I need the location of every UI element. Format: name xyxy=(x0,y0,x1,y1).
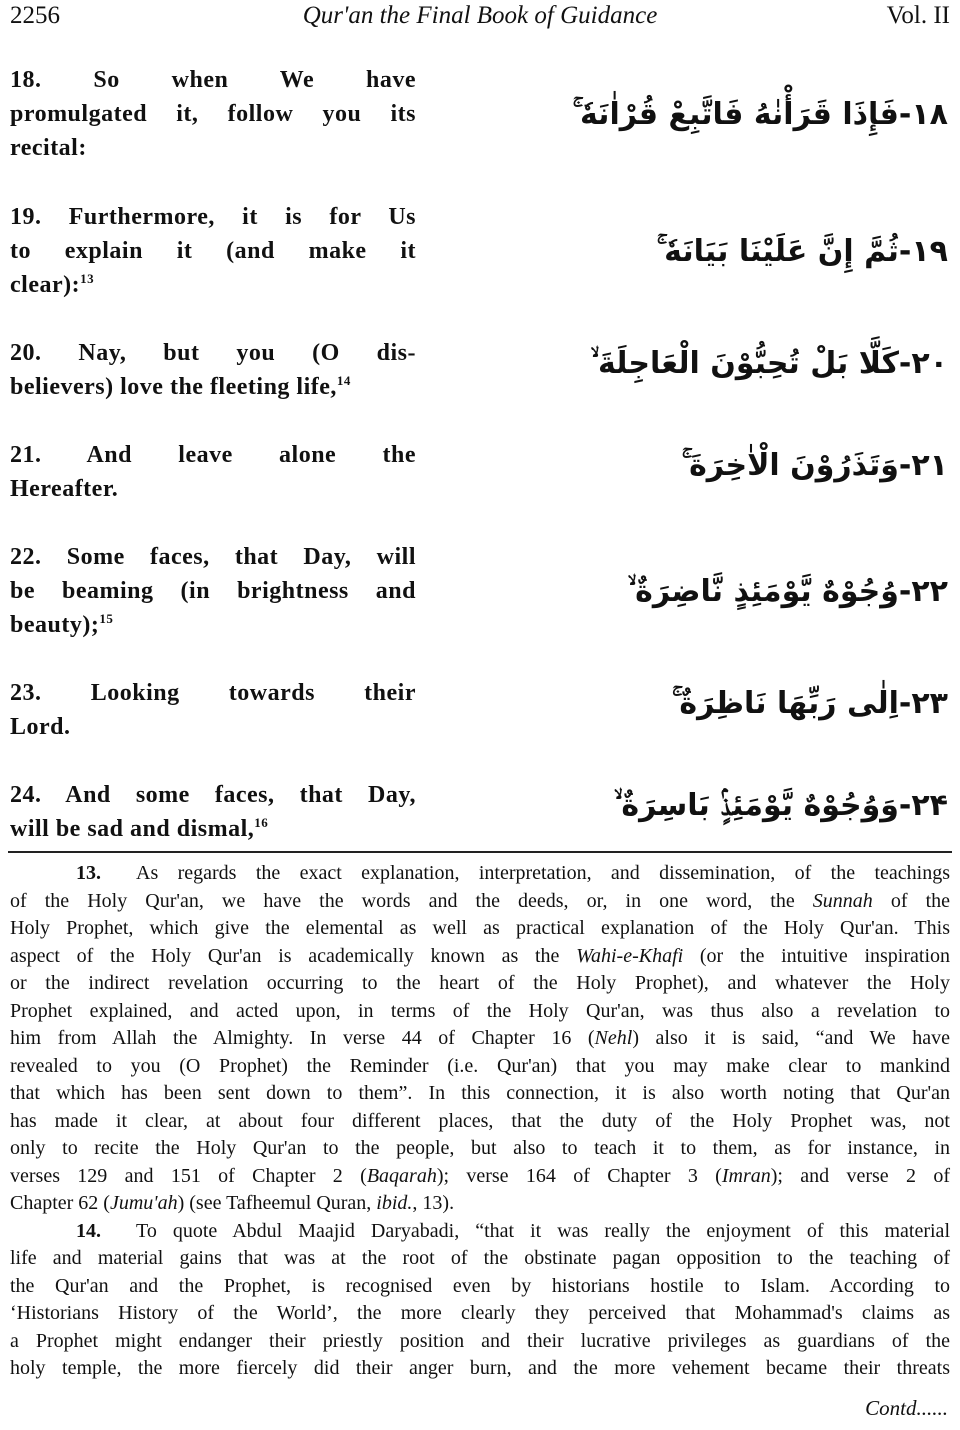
verse-translation xyxy=(10,438,416,506)
footnote-ref: 16 xyxy=(254,815,269,830)
footnote-line: verses 129 and 151 of Chapter 2 (Baqarah); verse 164 of Chapter 3 (Imran); and verse 2 of xyxy=(10,1164,951,1187)
footnote-line: holy temple, the more fiercely did their anger burn, and the more vehement became their threats xyxy=(10,1357,950,1379)
footnote-number: 14. xyxy=(76,1219,101,1242)
verse-translation xyxy=(10,540,416,642)
arabic-verse: ۲۳-اِلٰى رَبِّهَا نَاظِرَةٌ ۚ xyxy=(671,686,948,721)
footnote-line: the Qur'an and the Prophet, is recognised even by historians hostile to Islam. According to xyxy=(10,1274,950,1297)
verse-line: 18. So when We have xyxy=(10,67,416,93)
verse-translation xyxy=(10,63,416,165)
verse-line: 20. Nay, but you (O dis- xyxy=(10,340,416,366)
footnote-line: Prophet explained, and acted upon, in terms of the Holy Qur'an, was thus also a revelation to xyxy=(10,999,950,1022)
verse-line: 22. Some faces, that Day, will xyxy=(10,544,416,570)
footnotes-section xyxy=(10,860,950,1383)
verse-line: clear):$^{13}$ xyxy=(10,271,95,298)
footnote-line: Holy Prophet, which give the elemental as well as practical explanation of the Holy Qur'an. This xyxy=(10,917,950,939)
footnote-line: that which has been sent down to them”. In this connection, it is also worth noting that Qur'an xyxy=(10,1082,950,1104)
footnote-line: or the indirect revelation occurring to the heart of the Holy Prophet), and whatever the Holy xyxy=(10,972,950,994)
footnote-ref: 13 xyxy=(80,271,95,286)
footnote-line: only to recite the Holy Qur'an to the people, but also to teach it to them, as for instance, in xyxy=(10,1137,950,1159)
verse-line: 24. And some faces, that Day, xyxy=(10,782,416,808)
arabic-verse: ۲۱-وَتَذَرُوْنَ الْاٰخِرَةَ ۚ xyxy=(681,448,948,483)
footnote-number: 13. xyxy=(76,862,101,884)
arabic-verse: ۱۹-ثُمَّ إِنَّ عَلَيْنَا بَيَانَهٗ ۚ xyxy=(656,234,948,269)
footnote-line: aspect of the Holy Qur'an is academically known as the Wahi-e-Khafi (or the intuitive inspiration xyxy=(10,944,951,967)
verse-translation xyxy=(10,200,416,302)
verse-line: believers) love the fleeting life,$^{14}$ xyxy=(10,373,351,400)
footnote-divider xyxy=(8,851,952,853)
verse-line: will be sad and dismal,$^{16}$ xyxy=(10,815,269,842)
verse-line: promulgated it, follow you its xyxy=(10,101,416,127)
verse-line: 23. Looking towards their xyxy=(10,680,416,706)
volume-label: Vol. II xyxy=(886,2,950,29)
footnote-ref: 14 xyxy=(336,373,351,388)
arabic-verse: ۱۸-فَإِذَا قَرَأْنٰهُ فَاتَّبِعْ قُرْاٰنَهٗ ۚ xyxy=(572,97,948,132)
footnote-line: Chapter 62 (Jumu'ah) (see Tafheemul Quran, ibid., 13). xyxy=(10,1192,455,1214)
footnote-line: ‘Historians History of the World’, the more clearly they perceived that Mohammad's claims as xyxy=(10,1302,950,1324)
verse-line: recital: xyxy=(10,135,87,161)
continued-label: Contd...... xyxy=(865,1396,948,1420)
arabic-verse: ۲۰-كَلَّا بَلْ تُحِبُّوْنَ الْعَاجِلَةَ ۙ xyxy=(590,346,948,381)
footnote-line: of the Holy Qur'an, we have the words and the deeds, or, in one word, the Sunnah of the xyxy=(10,889,951,912)
footnote-line: him from Allah the Almighty. In verse 44 of Chapter 16 (Nehl) also it is said, “and We have xyxy=(10,1027,950,1049)
verse-line: to explain it (and make it xyxy=(10,238,416,264)
verse-line: Hereafter. xyxy=(10,476,119,502)
verse-line: Lord. xyxy=(10,714,71,740)
verse-translation xyxy=(10,336,416,404)
arabic-verse: ۲۲-وُجُوْهٌ يَّوْمَئِذٍ نَّاضِرَةٌ ۙ xyxy=(627,574,948,609)
verse-translation xyxy=(10,676,416,744)
footnote-line: 13. As regards the exact explanation, interpretation, and dissemination, of the teachings xyxy=(10,860,950,888)
footnote-line: has made it clear, at about four different places, that the duty of the Holy Prophet was, not xyxy=(10,1109,950,1132)
footnote-line: 14. To quote Abdul Maajid Daryabadi, “that it was really the enjoyment of this material xyxy=(10,1218,950,1246)
arabic-verse: ۲۴-وَوُجُوْهٌ يَّوْمَئِذٍۢ بَاسِرَةٌ ۙ xyxy=(613,788,948,823)
verse-line: beauty);$^{15}$ xyxy=(10,611,114,638)
footnote-ref: 15 xyxy=(99,611,114,626)
verse-line: 21. And leave alone the xyxy=(10,442,416,468)
verse-line: be beaming (in brightness and xyxy=(10,578,416,604)
footnote-line: revealed to you (O Prophet) the Reminder (i.e. Qur'an) that you may make clear to mankind xyxy=(10,1054,950,1077)
footnote-line: a Prophet might endanger their priestly position and their lucrative privileges as guardians of the xyxy=(10,1329,950,1352)
verse-line: 19. Furthermore, it is for Us xyxy=(10,204,416,230)
footnote-line: life and material gains that was at the root of the obstinate pagan opposition to the teaching of xyxy=(10,1247,950,1269)
verse-translation xyxy=(10,778,416,846)
page-number: 2256 xyxy=(10,2,60,29)
running-title: Qur'an the Final Book of Guidance xyxy=(302,2,658,29)
